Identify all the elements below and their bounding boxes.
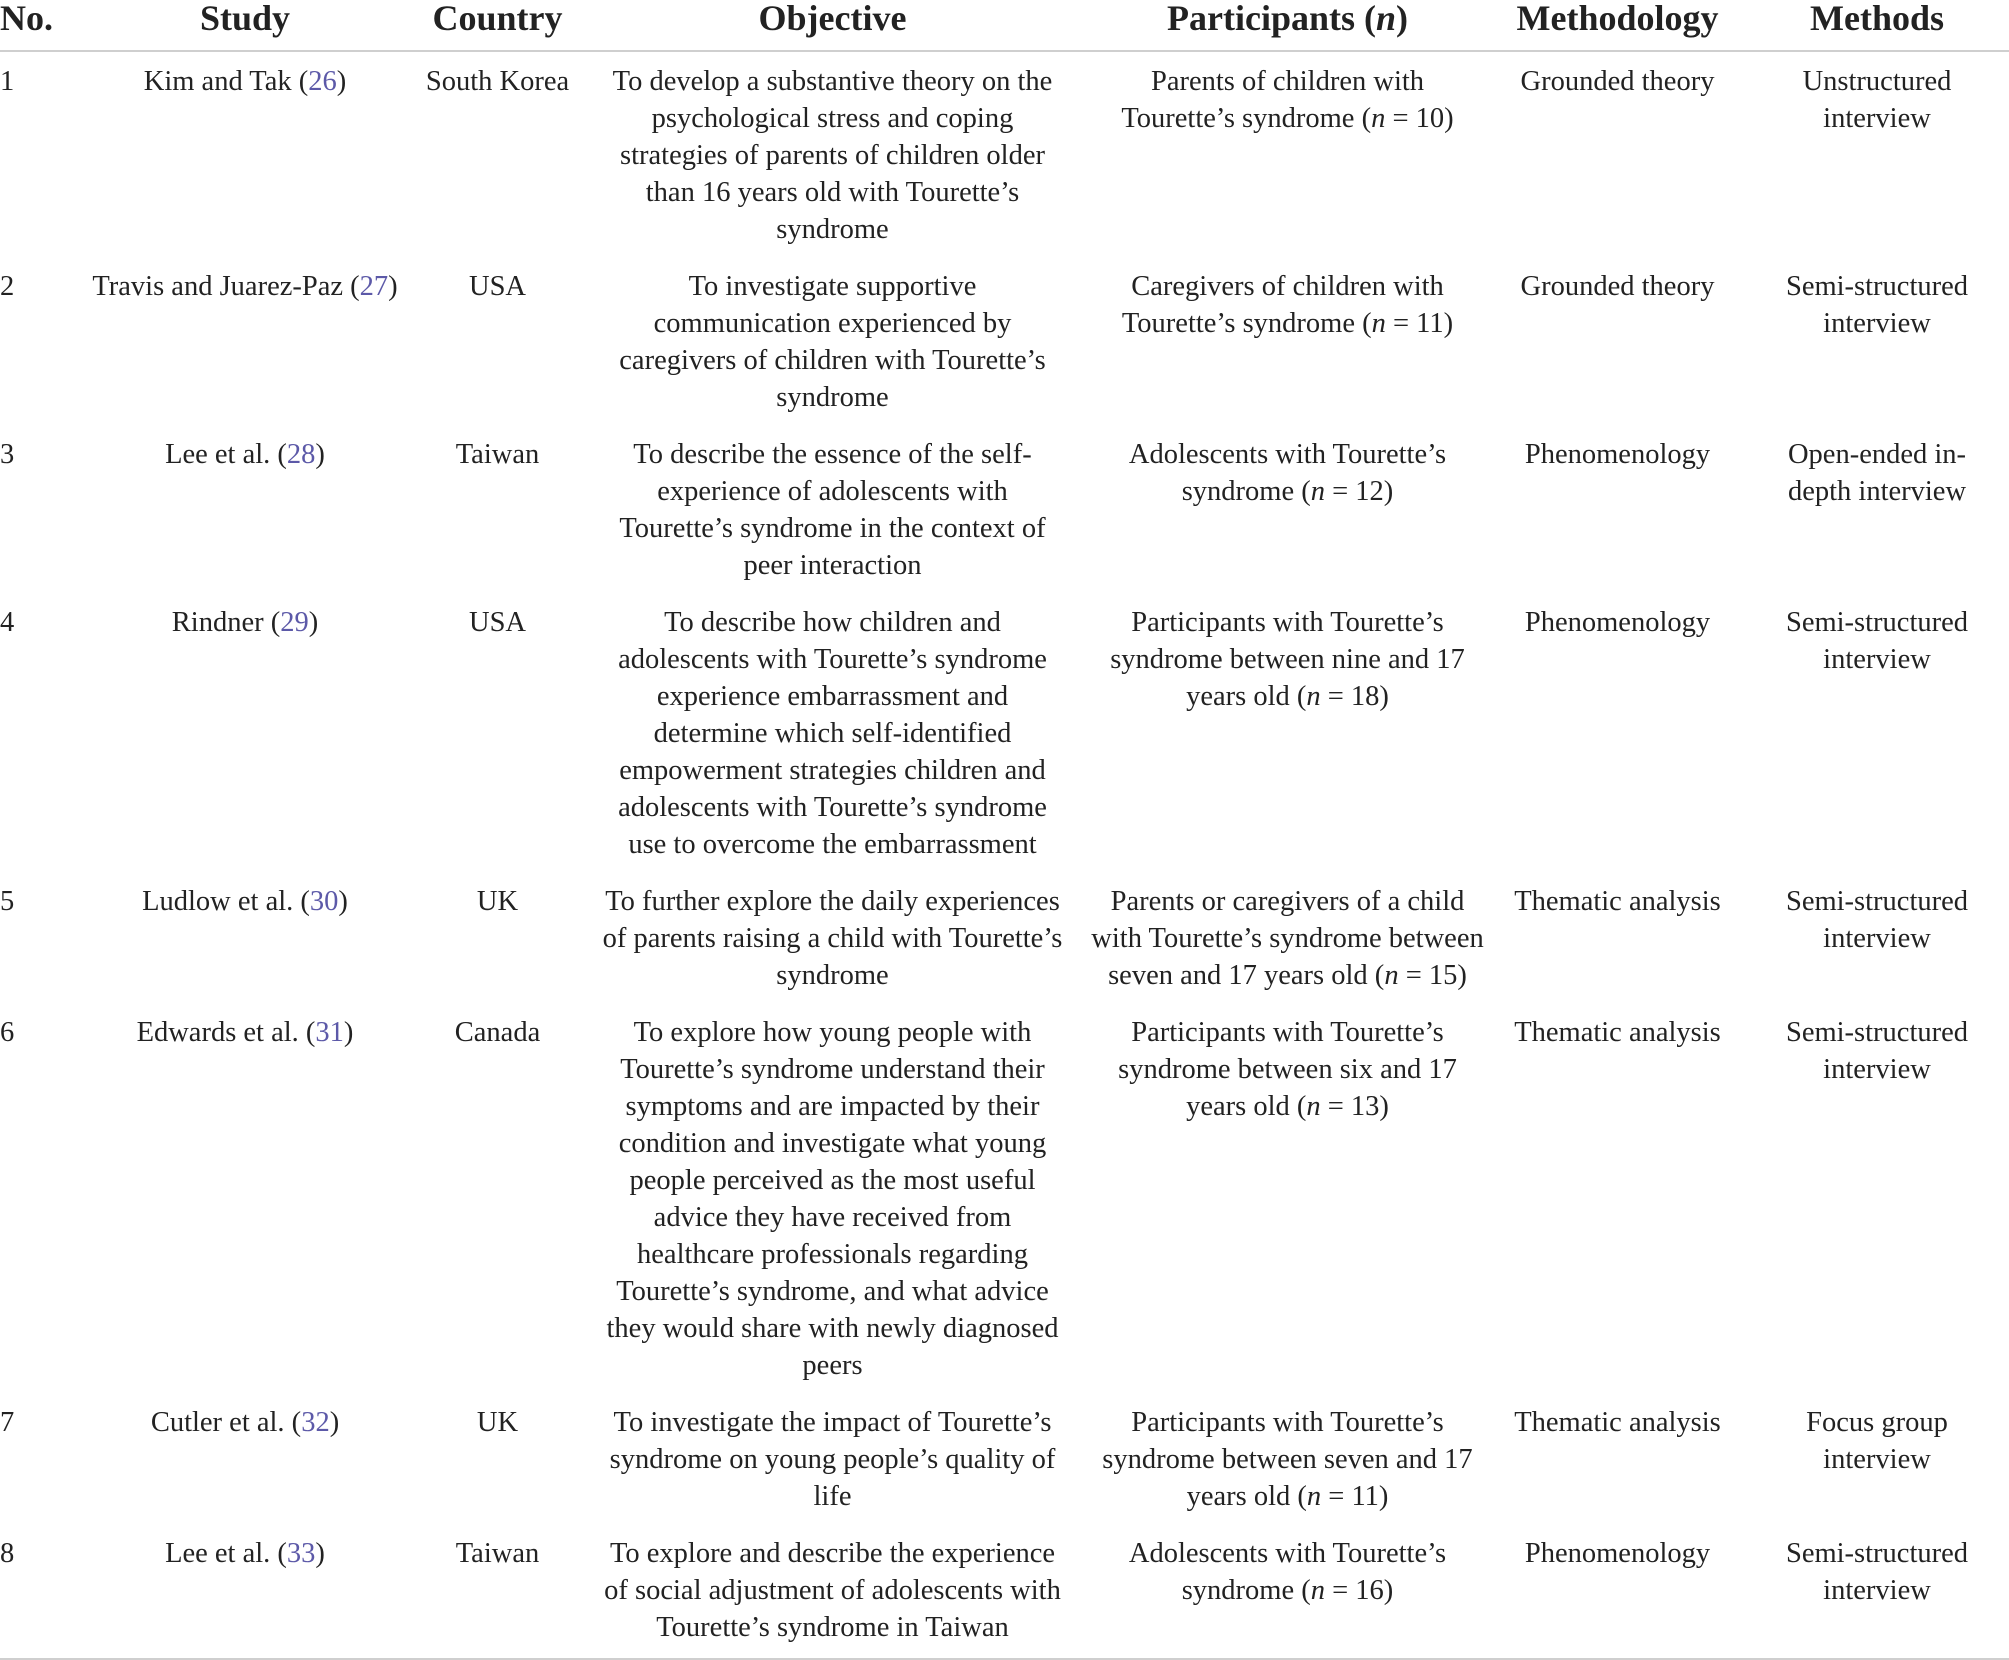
study-author: Cutler et al. ( bbox=[150, 1407, 302, 1438]
methodology-cell: Phenomenology bbox=[1524, 607, 1711, 638]
participants-count: = 16) bbox=[1324, 1575, 1394, 1606]
country-cell: Taiwan bbox=[455, 439, 540, 470]
methods-cell: Semi-structured interview bbox=[1785, 1017, 1969, 1085]
methods-cell: Focus group interview bbox=[1806, 1407, 1948, 1475]
participants-n: n bbox=[1306, 1091, 1321, 1122]
row-number: 7 bbox=[0, 1407, 15, 1438]
methodology-cell: Phenomenology bbox=[1490, 1524, 1745, 1659]
participants-n: n bbox=[1306, 1481, 1322, 1512]
participants-count: = 11) bbox=[1385, 308, 1454, 339]
study-author: Travis and Juarez-Paz ( bbox=[92, 271, 360, 302]
participants-count: = 11) bbox=[1321, 1481, 1389, 1512]
study-close: ) bbox=[338, 886, 348, 917]
reference-link[interactable]: 28 bbox=[286, 439, 316, 470]
objective-cell: To explore how young people with Tourette’s syndrome understand their symptoms and are impacted by their condition and investigate what young people perceived as the most useful advice they have received from healthcare professionals regarding Tourette’s syndrome, and what advice they would share with newly diagnosed peers bbox=[606, 1017, 1059, 1381]
participants-text: Participants with Tourette’s syndrome between nine and 17 years old ( bbox=[1110, 607, 1465, 712]
methods-cell: Semi-structured interview bbox=[1745, 1524, 2009, 1659]
row-number: 6 bbox=[0, 1017, 15, 1048]
participants-n: n bbox=[1384, 960, 1399, 991]
participants-text: Parents of children with Tourette’s syndrome ( bbox=[1121, 66, 1425, 134]
country-cell: UK bbox=[476, 1407, 519, 1438]
header-objective: Objective bbox=[580, 0, 1085, 51]
methods-cell: Semi-structured interview bbox=[1785, 886, 1969, 954]
participants-cell bbox=[1085, 257, 1490, 425]
row-number: 2 bbox=[0, 271, 15, 302]
study-close: ) bbox=[315, 1538, 325, 1569]
participants-text: Adolescents with Tourette’s syndrome ( bbox=[1128, 439, 1447, 507]
methodology-cell: Grounded theory bbox=[1520, 66, 1715, 97]
objective-cell: To further explore the daily experiences of parents raising a child with Tourette’s syndrome bbox=[602, 886, 1063, 991]
header-participants bbox=[1085, 0, 1490, 51]
participants-count: = 18) bbox=[1320, 681, 1389, 712]
header-methods: Methods bbox=[1745, 0, 2009, 51]
header-participants-prefix: Participants ( bbox=[1167, 0, 1376, 38]
study-author: Lee et al. ( bbox=[165, 439, 287, 470]
row-number: 8 bbox=[0, 1524, 75, 1659]
table-row bbox=[0, 872, 2009, 1003]
participants-count: = 10) bbox=[1385, 103, 1454, 134]
study-author: Kim and Tak ( bbox=[143, 66, 309, 97]
country-cell: UK bbox=[476, 886, 519, 917]
methodology-cell: Grounded theory bbox=[1520, 271, 1715, 302]
participants-text: Adolescents with Tourette’s syndrome ( bbox=[1128, 1538, 1447, 1606]
participants-cell bbox=[1085, 51, 1490, 257]
participants-n: n bbox=[1306, 681, 1321, 712]
row-number: 3 bbox=[0, 439, 15, 470]
methods-cell: Open-ended in-depth interview bbox=[1787, 439, 1967, 507]
participants-count: = 13) bbox=[1320, 1091, 1389, 1122]
table-row bbox=[0, 1003, 2009, 1393]
reference-link[interactable]: 33 bbox=[286, 1538, 316, 1569]
methodology-cell: Thematic analysis bbox=[1514, 886, 1721, 917]
row-number: 1 bbox=[0, 66, 15, 97]
country-cell: USA bbox=[468, 271, 526, 302]
participants-n: n bbox=[1371, 103, 1386, 134]
table-row bbox=[0, 1524, 2009, 1659]
country-cell: Canada bbox=[454, 1017, 541, 1048]
objective-cell: To develop a substantive theory on the psychological stress and coping strategies of parents of children older than 16 years old with Tourette’s syndrome bbox=[612, 66, 1053, 245]
study-cell bbox=[75, 1393, 415, 1524]
reference-link[interactable]: 32 bbox=[301, 1407, 330, 1438]
study-close: ) bbox=[329, 1407, 340, 1438]
header-country: Country bbox=[415, 0, 580, 51]
participants-text: Participants with Tourette’s syndrome between seven and 17 years old ( bbox=[1102, 1407, 1473, 1512]
participants-n: n bbox=[1371, 308, 1386, 339]
row-number: 4 bbox=[0, 607, 15, 638]
participants-cell bbox=[1085, 425, 1490, 593]
study-cell bbox=[75, 51, 415, 257]
country-cell: Taiwan bbox=[415, 1524, 580, 1659]
objective-cell: To describe the essence of the self-experience of adolescents with Tourette’s syndrome in the context of peer interaction bbox=[619, 439, 1046, 581]
methodology-cell: Thematic analysis bbox=[1514, 1017, 1721, 1048]
participants-text: Caregivers of children with Tourette’s syndrome ( bbox=[1121, 271, 1444, 339]
table-row bbox=[0, 425, 2009, 593]
methods-cell: Semi-structured interview bbox=[1785, 271, 1969, 339]
header-participants-n: n bbox=[1375, 0, 1396, 38]
participants-cell bbox=[1085, 593, 1490, 872]
study-cell bbox=[75, 425, 415, 593]
study-close: ) bbox=[343, 1017, 354, 1048]
reference-link[interactable]: 29 bbox=[280, 607, 309, 638]
table-row bbox=[0, 257, 2009, 425]
study-cell bbox=[75, 593, 415, 872]
objective-cell: To describe how children and adolescents with Tourette’s syndrome experience embarrassment and determine which self-identified empowerment strategies children and adolescents with Tourette’s syndrome use to overcome the embarrassment bbox=[618, 607, 1047, 860]
study-author: Edwards et al. ( bbox=[136, 1017, 316, 1048]
table-row bbox=[0, 593, 2009, 872]
header-participants-suffix: ) bbox=[1396, 0, 1408, 38]
table-row bbox=[0, 1393, 2009, 1524]
table-row bbox=[0, 51, 2009, 257]
reference-link[interactable]: 31 bbox=[315, 1017, 344, 1048]
participants-cell bbox=[1085, 1003, 1490, 1393]
objective-cell: To explore and describe the experience of social adjustment of adolescents with Tourette’s syndrome in Taiwan bbox=[580, 1524, 1085, 1659]
header-methodology: Methodology bbox=[1490, 0, 1745, 51]
study-cell bbox=[75, 257, 415, 425]
participants-text: Parents or caregivers of a child with Tourette’s syndrome between seven and 17 years old ( bbox=[1091, 886, 1484, 991]
reference-link[interactable]: 30 bbox=[309, 886, 339, 917]
study-cell bbox=[75, 1003, 415, 1393]
participants-count: = 15) bbox=[1398, 960, 1467, 991]
study-author: Lee et al. ( bbox=[165, 1538, 287, 1569]
methodology-cell: Thematic analysis bbox=[1514, 1407, 1721, 1438]
objective-cell: To investigate the impact of Tourette’s syndrome on young people’s quality of life bbox=[609, 1407, 1056, 1512]
row-number: 5 bbox=[0, 886, 15, 917]
study-cell bbox=[75, 1524, 415, 1659]
methodology-cell: Phenomenology bbox=[1524, 439, 1711, 470]
participants-n: n bbox=[1310, 476, 1325, 507]
header-row bbox=[0, 0, 2009, 51]
objective-cell: To investigate supportive communication experienced by caregivers of children with Tourette’s syndrome bbox=[619, 271, 1046, 413]
study-close: ) bbox=[315, 439, 325, 470]
header-no: No. bbox=[0, 0, 75, 51]
participants-cell bbox=[1085, 1393, 1490, 1524]
study-close: ) bbox=[388, 271, 398, 302]
country-cell: South Korea bbox=[425, 66, 570, 97]
header-study: Study bbox=[75, 0, 415, 51]
study-close: ) bbox=[308, 607, 319, 638]
study-author: Ludlow et al. ( bbox=[142, 886, 310, 917]
country-cell: USA bbox=[468, 607, 526, 638]
reference-link[interactable]: 26 bbox=[308, 66, 337, 97]
participants-count: = 12) bbox=[1324, 476, 1394, 507]
participants-cell bbox=[1085, 1524, 1490, 1659]
reference-link[interactable]: 27 bbox=[359, 271, 389, 302]
study-author: Rindner ( bbox=[171, 607, 281, 638]
study-close: ) bbox=[336, 66, 347, 97]
participants-text: Participants with Tourette’s syndrome between six and 17 years old ( bbox=[1118, 1017, 1457, 1122]
participants-cell bbox=[1085, 872, 1490, 1003]
methods-cell: Unstructured interview bbox=[1802, 66, 1952, 134]
study-cell bbox=[75, 872, 415, 1003]
methods-cell: Semi-structured interview bbox=[1785, 607, 1969, 675]
participants-n: n bbox=[1310, 1575, 1325, 1606]
